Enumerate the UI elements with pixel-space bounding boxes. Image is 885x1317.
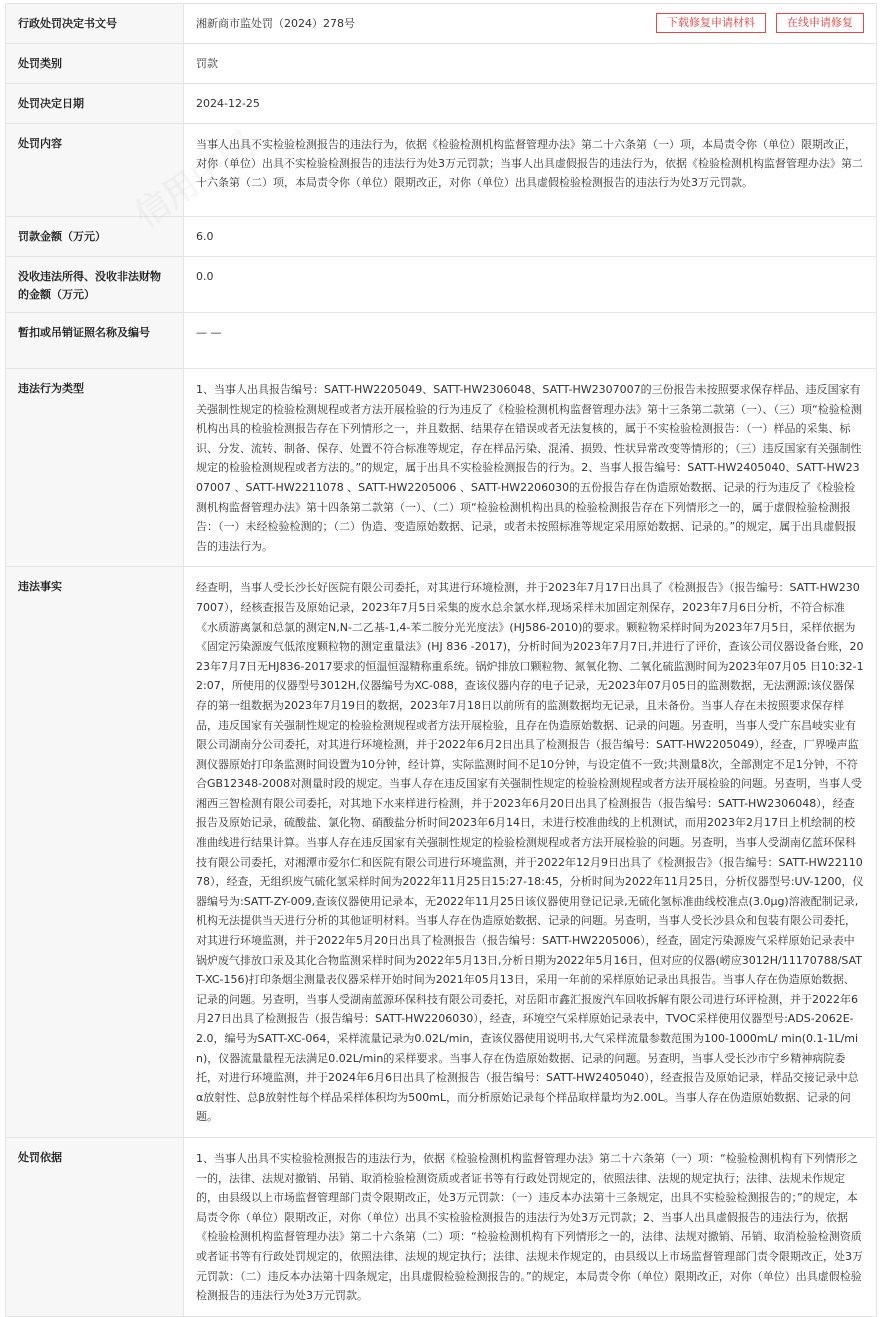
- doc-no-cell: [184, 4, 877, 44]
- basis-value: 1、当事人出具不实检验检测报告的违法行为，依据《检验检测机构监督管理办法》第二十六条第（一）项：“检验检测机构有下列情形之一的，法律、法规对撤销、吊销、取消检验检测资质或者证书等有行政处罚规定的，依照法律、法规的规定执行；法律、法规未作规定的，由县级以上市场监督管理部门责令限期改正，处3万元罚款：（一）违反本办法第十三条规定，出具不实检验检测报告的；”的规定，本局责令你（单位）限期改正，对你（单位）出具不实检验检测报告的违法行为处3万元罚款；2、当事人出具虚假报告的违法行为，依据《检验检测机构监督管理办法》第二十六条第（二）项：“检验检测机构有下列情形之一的，法律、法规对撤销、吊销、取消检验检测资质或者证书等有行政处罚规定的，依照法律、法规的规定执行；法律、法规未作规定的，由县级以上市场监督管理部门责令限期改正，处3万元罚款：（二）违反本办法第十四条规定，出具虚假检验检测报告的。”的规定，本局责令你（单位）限期改正，对你（单位）出具虚假检验检测报告的违法行为处3万元罚款。: [184, 1137, 877, 1316]
- repair-buttons: [656, 13, 864, 33]
- row-confiscation: [6, 257, 877, 313]
- doc-no-label: 行政处罚决定书文号: [6, 4, 184, 44]
- penalty-table: [5, 3, 877, 1317]
- category-value: 罚款: [184, 44, 877, 84]
- violation-type-label: 违法行为类型: [6, 369, 184, 567]
- date-value: 2024-12-25: [184, 84, 877, 124]
- row-license: [6, 313, 877, 369]
- license-value: — —: [184, 313, 877, 369]
- row-date: [6, 84, 877, 124]
- violation-type-value: 1、当事人出具报告编号：SATT-HW2205049、SATT-HW2306048、SATT-HW2307007的三份报告未按照要求保存样品、违反国家有关强制性规定的检验检测规程或者方法开展检验的行为违反了《检验检测机构监督管理办法》第十三条第二款第（一）、（三）项“检验检测机构出具的检验检测报告存在下列情形之一，并且数据、结果存在错误或者无法复核的，属于不实检验检测报告：（一）样品的采集、标识、分发、流转、制备、保存、处置不符合标准等规定，存在样品污染、混淆、损毁、性状异常改变等情形的；（三）违反国家有关强制性规定的检验检测规程或者方法的。”的规定，属于出具不实检验检测报告的行为。2、当事人报告编号：SATT-HW2405040、SATT-HW2307007 、SATT-HW2211078 、SATT-HW2205006 、SATT-HW2206030的五份报告存在伪造原始数据、记录的行为违反了《检验检测机构监督管理办法》第十四条第二款第（一）、（二）项“检验检测机构出具的检验检测报告存在下列情形之一的，属于虚假检验检测报告：（一）未经检验检测的；（二）伪造、变造原始数据、记录，或者未按照标准等规定采用原始数据、记录的。”的规定，属于出具虚假报告的违法行为。: [184, 369, 877, 567]
- content-label: 处罚内容: [6, 124, 184, 217]
- row-violation-type: [6, 369, 877, 567]
- row-content: [6, 124, 877, 217]
- penalty-detail-panel: [5, 3, 877, 1317]
- facts-label: 违法事实: [6, 567, 184, 1138]
- download-repair-materials-button[interactable]: 下载修复申请材料: [656, 13, 766, 33]
- date-label: 处罚决定日期: [6, 84, 184, 124]
- basis-label: 处罚依据: [6, 1137, 184, 1316]
- row-doc-no: [6, 4, 877, 44]
- online-repair-button[interactable]: 在线申请修复: [776, 13, 864, 33]
- row-basis: [6, 1137, 877, 1316]
- facts-value: 经查明，当事人受长沙长好医院有限公司委托，对其进行环境检测，并于2023年7月17日出具了《检测报告》（报告编号：SATT-HW2307007），经核查报告及原始记录，2023年7月5日采集的废水总余氯水样,现场采样未加固定剂保存，2023年7月6日分析，不符合标准《水质游离氯和总氯的测定N,N-二乙基-1,4-苯二胺分光光度法》(HJ586-2010)的要求。颗粒物采样时间为2023年7月5日，采样依据为《固定污染源废气低浓度颗粒物的测定重量法》(HJ 836 -2017)，分析时间为2023年7月7日,并进行了评价，查该公司仪器设备台账，2023年7月7日无HJ836-2017要求的恒温恒湿精称重系统。锅炉排放口颗粒物、氮氧化物、二氧化硫监测时间为2023年07月05 日10:32-12:07，所使用的仪器型号3012H,仪器编号为XC-088，查该仪器内存的电子记录，无2023年07月05日的监测数据，无法溯源;该仪器保存的第一组数据为2023年7月19日的数据，2023年7月18日以前所有的监测数据均无记录，且未备份。当事人存在未按照要求保存样品，违反国家有关强制性规定的检验检测规程或者方法开展检验，且存在伪造原始数据、记录的问题。另查明，当事人受广东昌岐实业有限公司湖南分公司委托，对其进行环境检测，并于2022年6月2日出具了检测报告（报告编号：SATT-HW2205049），经查，厂界噪声监测仪器原始打印条监测时间设置为10分钟，经计算，实际监测时间不足10分钟，与设定值不一致;共测量8次，全部测定不足1分钟，不符合GB12348-2008对测量时段的规定。当事人存在违反国家有关强制性规定的检验检测规程或者方法开展检验的问题。另查明，当事人受湘西三智检测有限公司委托，对其地下水来样进行检测，并于2023年6月20日出具了检测报告（报告编号：SATT-HW2306048），经查报告及原始记录，硫酸盐、氯化物、硝酸盐分析时间2023年6月14日，未进行校准曲线的上机测试，而用2023年2月17日上机绘制的校准曲线进行结果计算。当事人存在违反国家有关强制性规定的检验检测规程或者方法开展检验的问题。另查明，当事人受湖南亿蓝环保科技有限公司委托，对湘潭市爱尔仁和医院有限公司进行环境监测，并于2022年12月9日出具了《检测报告》（报告编号：SATT-HW2211078），经查，无组织废气硫化氢采样时间为2022年11月25日15:27-18:45，分析时间为2022年11月25日，分析仪器型号:UV-1200，仪器编号为:SATT-ZY-009,查该仪器使用记录本，无2022年11月25日该仪器使用登记记录,无硫化氢标准曲线校准点(3.0μg)溶液配制记录,机构无法提供当天进行分析的其他证明材料。当事人存在伪造原始数据、记录的问题。另查明，当事人受长沙县众和包装有限公司委托，对其进行环境监测，并于2022年5月20日出具了检测报告（报告编号：SATT-HW2205006），经查，固定污染源废气采样原始记录表中锅炉废气排放口汞及其化合物监测采样时间为2022年5月13日,分析日期为2022年5月16日，但对应的仪器(崂应3012H/11170788/SATT-XC-156)打印条烟尘测量表仪器采样开始时间为2021年05月13日，采用一年前的采样原始记录出具报告。当事人存在伪造原始数据、记录的问题。另查明，当事人受湖南蓝源环保科技有限公司委托，对岳阳市鑫汇报废汽车回收拆解有限公司进行环评检测，并于2022年6月27日出具了检测报告（报告编号：SATT-HW2206030），经查，环境空气采样原始记录表中，TVOC采样使用仪器型号:ADS-2062E-2.0，编号为SATT-XC-064，采样流量记录为0.02L/min，查该仪器使用说明书,大气采样流量参数范围为100-1000mL/ min(0.1-1L/min)，仪器流量量程无法满足0.02L/min的采样要求。当事人存在伪造原始数据、记录的问题。另查明，当事人受长沙市宁乡精神病院委托，对进行环境监测，并于2024年6月6日出具了检测报告（报告编号：SATT-HW2405040），经查报告及原始记录，样品交接记录中总α放射性、总β放射性每个样品采样体积均为500mL，而分析原始记录每个样品取样量均为2.00L。当事人存在伪造原始数据、记录的问题。: [184, 567, 877, 1138]
- row-fine: [6, 217, 877, 257]
- fine-label: 罚款金额（万元）: [6, 217, 184, 257]
- content-value: 当事人出具不实检验检测报告的违法行为，依据《检验检测机构监督管理办法》第二十六条第（一）项，本局责令你（单位）限期改正，对你（单位）出具不实检验检测报告的违法行为处3万元罚款；当事人出具虚假报告的违法行为，依据《检验检测机构监督管理办法》第二十六条第（二）项，本局责令你（单位）限期改正，对你（单位）出具虚假检验检测报告的违法行为处3万元罚款。: [184, 124, 877, 217]
- row-facts: [6, 567, 877, 1138]
- confiscation-label: 没收违法所得、没收非法财物的金额（万元）: [6, 257, 184, 313]
- confiscation-value: 0.0: [184, 257, 877, 313]
- license-label: 暂扣或吊销证照名称及编号: [6, 313, 184, 369]
- category-label: 处罚类别: [6, 44, 184, 84]
- row-category: [6, 44, 877, 84]
- doc-no-value: 湘新商市监处罚（2024）278号: [196, 17, 355, 30]
- fine-value: 6.0: [184, 217, 877, 257]
